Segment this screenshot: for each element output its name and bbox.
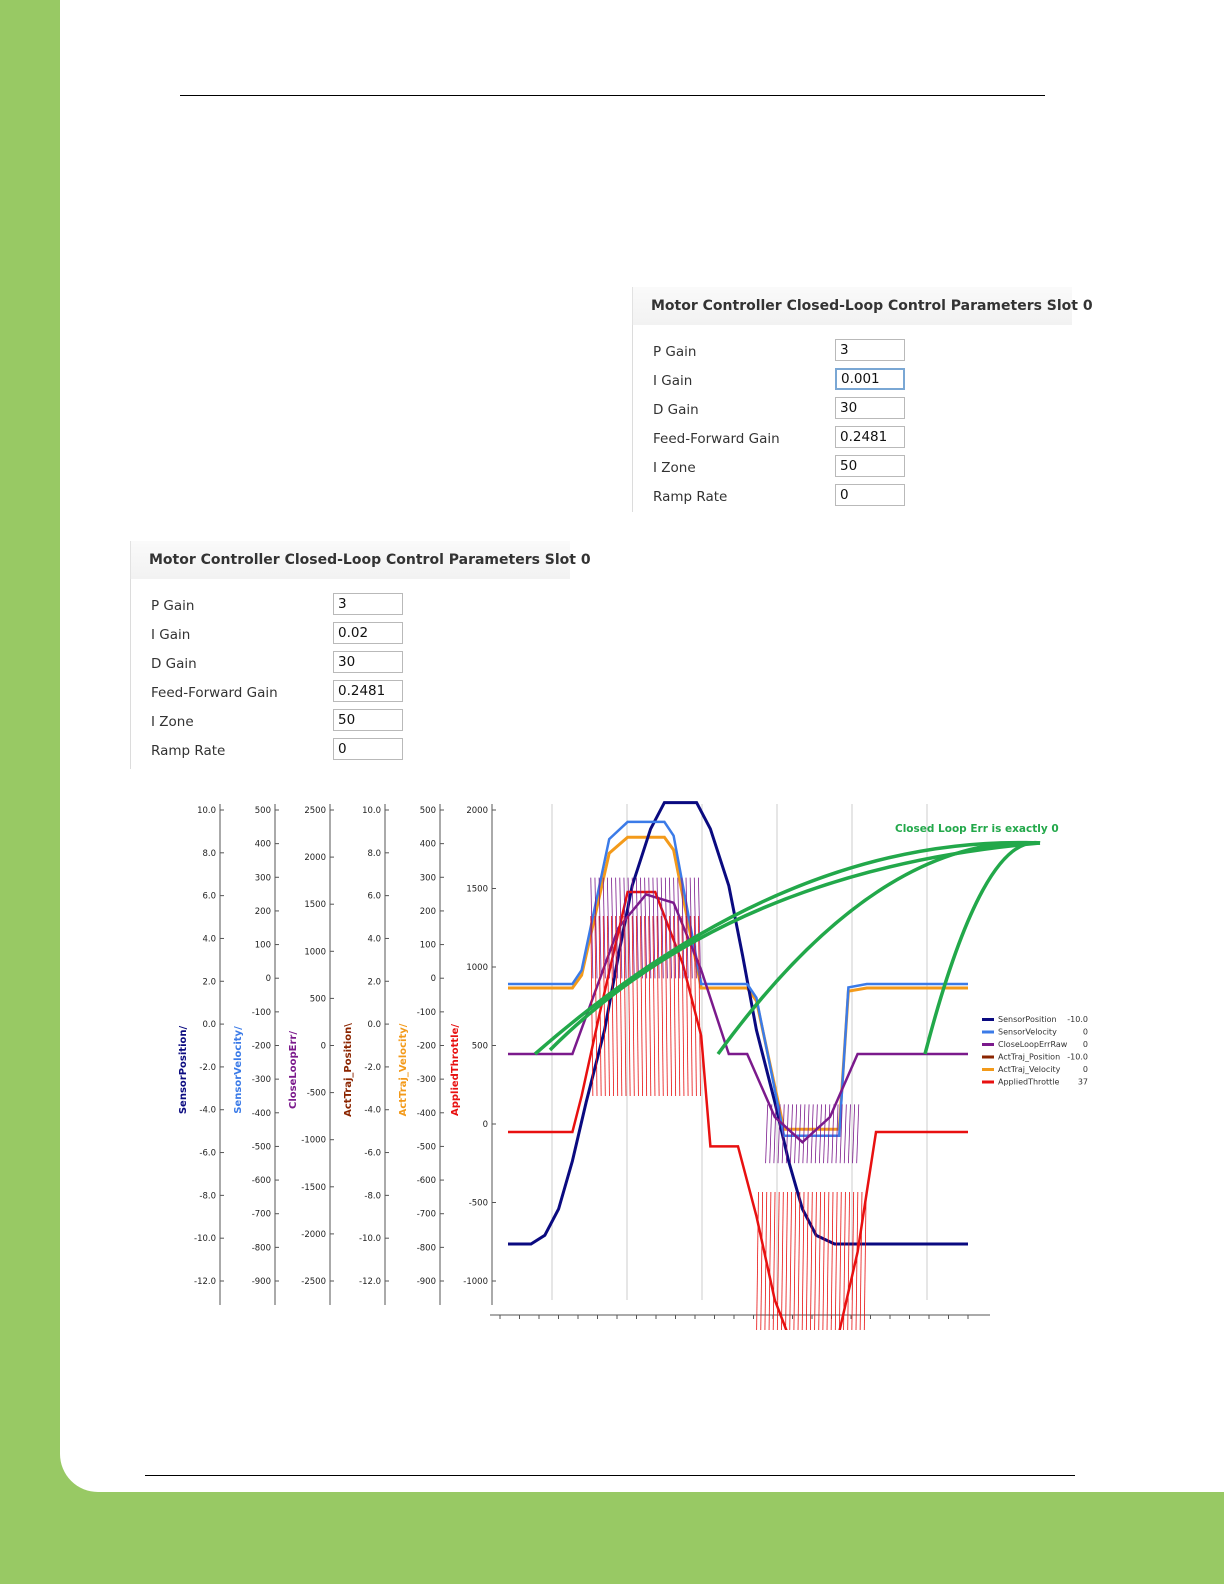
oscillation-mark — [857, 1104, 859, 1163]
axis-tick-label: 0 — [482, 1120, 488, 1130]
param-label: Ramp Rate — [653, 489, 728, 505]
axis-tick-label: 2000 — [304, 853, 326, 864]
axis-tick-label: -500 — [468, 1198, 488, 1209]
axis-tick-label: -700 — [416, 1209, 436, 1220]
legend-value: 0 — [1082, 1040, 1088, 1049]
legend-swatch — [982, 1031, 994, 1034]
oscillation-mark — [769, 1192, 771, 1330]
params-panel-top — [632, 287, 1093, 512]
legend-swatch — [982, 1043, 994, 1046]
axis-title: SensorPosition/ — [178, 1025, 189, 1115]
oscillation-mark — [790, 1192, 792, 1330]
axis-tick-label: -1000 — [301, 1135, 326, 1146]
legend-label: SensorPosition — [998, 1015, 1057, 1024]
legend-value: -10.0 — [1067, 1015, 1088, 1024]
oscillation-mark — [785, 1192, 787, 1330]
axis-tick-label: 500 — [309, 994, 326, 1005]
oscillation-mark — [798, 1192, 800, 1330]
axis-tick-label: -10.0 — [359, 1234, 381, 1245]
axis-title: CloseLoopErr/ — [288, 1031, 299, 1109]
axis-tick-label: 500 — [419, 806, 436, 816]
oscillation-mark — [847, 1192, 849, 1330]
axis-tick-label: -500 — [306, 1088, 326, 1099]
axis-tick-label: 8.0 — [367, 848, 381, 859]
axis-tick-label: 1000 — [304, 947, 326, 958]
param-label: D Gain — [653, 402, 699, 418]
axis-tick-label: -2.0 — [364, 1062, 381, 1073]
param-label: I Gain — [653, 373, 693, 389]
axis-tick-label: 0 — [265, 974, 271, 985]
axis-tick-label: -100 — [251, 1007, 271, 1018]
param-label: Feed-Forward Gain — [151, 685, 278, 701]
axis-tick-label: -8.0 — [199, 1191, 216, 1202]
axis-title: ActTraj_Position\ — [343, 1023, 354, 1117]
panel-body — [632, 325, 1072, 512]
oscillation-mark — [844, 1104, 846, 1163]
axis-tick-label: -500 — [251, 1142, 271, 1153]
feed-forward-gain-field[interactable]: 0.2481 — [333, 680, 403, 702]
axis-tick-label: -600 — [251, 1176, 271, 1187]
axis-tick-label: 100 — [419, 940, 436, 951]
axis-tick-label: 0 — [430, 974, 436, 985]
panel-title: Motor Controller Closed-Loop Control Parameters Slot 0 — [130, 541, 570, 579]
axis-tick-label: 1500 — [466, 884, 488, 895]
axis-tick-label: 2500 — [304, 806, 326, 816]
oscillation-mark — [810, 1192, 812, 1330]
oscillation-mark — [835, 1192, 837, 1330]
axis-tick-label: -800 — [416, 1243, 436, 1254]
legend-swatch — [982, 1056, 994, 1059]
axis-tick-label: -300 — [251, 1075, 271, 1086]
panel-body — [130, 579, 570, 769]
axis-tick-label: 0 — [320, 1041, 326, 1052]
axis-tick-label: -400 — [251, 1108, 271, 1119]
axis-tick-label: -8.0 — [364, 1191, 381, 1202]
oscillation-mark — [824, 1104, 826, 1163]
axis-tick-label: 6.0 — [202, 891, 216, 902]
axis-tick-label: -100 — [416, 1007, 436, 1018]
param-label: I Zone — [151, 714, 194, 730]
annotation-arrow — [550, 843, 1040, 1050]
legend-label: CloseLoopErrRaw — [998, 1040, 1068, 1049]
axis-tick-label: -10.0 — [194, 1234, 216, 1245]
axis-tick-label: -2.0 — [199, 1062, 216, 1073]
oscillation-mark — [814, 1192, 816, 1330]
axis-tick-label: -400 — [416, 1108, 436, 1119]
oscillation-mark — [773, 1192, 775, 1330]
oscillation-mark — [860, 1192, 862, 1330]
axis-tick-label: -2500 — [301, 1277, 326, 1287]
axis-tick-label: 400 — [419, 839, 436, 850]
axis-tick-label: 100 — [254, 940, 271, 951]
oscillation-mark — [819, 1104, 821, 1163]
axis-tick-label: 500 — [254, 806, 271, 816]
i-gain-field[interactable]: 0.02 — [333, 622, 403, 644]
legend-label: ActTraj_Position — [998, 1052, 1061, 1062]
axis-tick-label: -6.0 — [364, 1148, 381, 1159]
axis-tick-label: 200 — [419, 906, 436, 917]
legend-value: -10.0 — [1067, 1052, 1088, 1062]
axis-tick-label: 400 — [254, 839, 271, 850]
p-gain-field[interactable]: 3 — [333, 593, 403, 615]
legend-label: AppliedThrottle — [998, 1077, 1060, 1087]
param-label: Ramp Rate — [151, 743, 226, 759]
axis-tick-label: 6.0 — [367, 891, 381, 902]
axis-tick-label: 1500 — [304, 900, 326, 911]
footer-rule — [145, 1475, 1075, 1476]
i-gain-field[interactable]: 0.001 — [835, 368, 905, 390]
axis-tick-label: 2000 — [466, 806, 488, 816]
axis-title: ActTraj_Velocity/ — [398, 1023, 409, 1117]
axis-tick-label: 0.0 — [367, 1020, 381, 1031]
annotation-text: Closed Loop Err is exactly 0 — [895, 823, 1059, 835]
i-zone-field[interactable]: 50 — [333, 709, 403, 731]
axis-tick-label: -4.0 — [364, 1105, 381, 1116]
d-gain-field[interactable]: 30 — [333, 651, 403, 673]
axis-tick-label: 500 — [471, 1041, 488, 1052]
ramp-rate-field[interactable]: 0 — [333, 738, 403, 760]
axis-tick-label: -200 — [251, 1041, 271, 1052]
axis-tick-label: -600 — [416, 1176, 436, 1187]
param-label: P Gain — [653, 344, 697, 360]
legend-value: 37 — [1077, 1077, 1088, 1087]
axis-tick-label: 300 — [419, 873, 436, 884]
legend-swatch — [982, 1081, 994, 1084]
axis-tick-label: -4.0 — [199, 1105, 216, 1116]
axis-tick-label: -12.0 — [194, 1277, 216, 1287]
oscillation-mark — [839, 1192, 841, 1330]
axis-tick-label: 300 — [254, 873, 271, 884]
p-gain-field[interactable]: 3 — [835, 339, 905, 361]
legend-value: 0 — [1082, 1027, 1088, 1037]
oscillation-mark — [806, 1192, 808, 1330]
axis-tick-label: -700 — [251, 1209, 271, 1220]
axis-tick-label: -300 — [416, 1075, 436, 1086]
oscillation-mark — [799, 1104, 801, 1163]
oscillation-mark — [823, 1192, 825, 1330]
plot-svg — [170, 790, 1100, 1330]
oscillation-mark — [848, 1104, 850, 1163]
param-label: I Zone — [653, 460, 696, 476]
i-zone-field[interactable]: 50 — [835, 455, 905, 477]
axis-tick-label: -900 — [416, 1277, 436, 1287]
panel-title: Motor Controller Closed-Loop Control Parameters Slot 0 — [632, 287, 1072, 325]
feed-forward-gain-field[interactable]: 0.2481 — [835, 426, 905, 448]
axis-tick-label: -500 — [416, 1142, 436, 1153]
axis-tick-label: 10.0 — [362, 806, 381, 816]
axis-tick-label: 200 — [254, 906, 271, 917]
oscillation-mark — [794, 1192, 796, 1330]
oscillation-mark — [803, 1104, 805, 1163]
series-line-sensorvelocity — [508, 822, 968, 1136]
legend-swatch — [982, 1018, 994, 1021]
series-line-appliedthrottle — [508, 892, 968, 1330]
oscillation-mark — [815, 1104, 817, 1163]
oscillation-mark — [781, 1192, 783, 1330]
axis-tick-label: -900 — [251, 1277, 271, 1287]
param-label: D Gain — [151, 656, 197, 672]
params-panel-bottom — [130, 541, 591, 769]
axis-tick-label: -1000 — [463, 1277, 488, 1287]
axis-title: AppliedThrottle/ — [450, 1023, 461, 1117]
axis-tick-label: -200 — [416, 1041, 436, 1052]
axis-title: SensorVelocity/ — [233, 1026, 244, 1114]
legend-label: ActTraj_Velocity — [998, 1065, 1061, 1074]
oscillation-mark — [766, 1104, 768, 1163]
axis-tick-label: 1000 — [466, 963, 488, 973]
param-label: P Gain — [151, 598, 195, 614]
motor-plot — [170, 790, 1100, 1330]
axis-tick-label: -800 — [251, 1243, 271, 1254]
legend-label: SensorVelocity — [998, 1027, 1057, 1037]
oscillation-mark — [770, 1104, 772, 1163]
axis-tick-label: -6.0 — [199, 1148, 216, 1159]
oscillation-mark — [827, 1192, 829, 1330]
oscillation-mark — [836, 1104, 838, 1163]
axis-tick-label: 10.0 — [197, 806, 216, 816]
axis-tick-label: 8.0 — [202, 848, 216, 859]
param-label: Feed-Forward Gain — [653, 431, 780, 447]
axis-tick-label: 2.0 — [202, 977, 216, 988]
oscillation-mark — [853, 1104, 855, 1163]
axis-tick-label: -12.0 — [359, 1277, 381, 1287]
oscillation-mark — [807, 1104, 809, 1163]
oscillation-mark — [831, 1192, 833, 1330]
oscillation-mark — [828, 1104, 830, 1163]
axis-tick-label: -2000 — [301, 1229, 326, 1240]
axis-tick-label: 0.0 — [202, 1020, 216, 1031]
oscillation-mark — [761, 1192, 763, 1330]
oscillation-mark — [819, 1192, 821, 1330]
axis-tick-label: 4.0 — [202, 934, 216, 945]
ramp-rate-field[interactable]: 0 — [835, 484, 905, 506]
axis-tick-label: -1500 — [301, 1182, 326, 1193]
axis-tick-label: 4.0 — [367, 934, 381, 945]
param-label: I Gain — [151, 627, 191, 643]
legend-value: 0 — [1082, 1065, 1088, 1074]
header-rule — [180, 95, 1045, 96]
d-gain-field[interactable]: 30 — [835, 397, 905, 419]
legend-swatch — [982, 1068, 994, 1071]
axis-tick-label: 2.0 — [367, 977, 381, 988]
